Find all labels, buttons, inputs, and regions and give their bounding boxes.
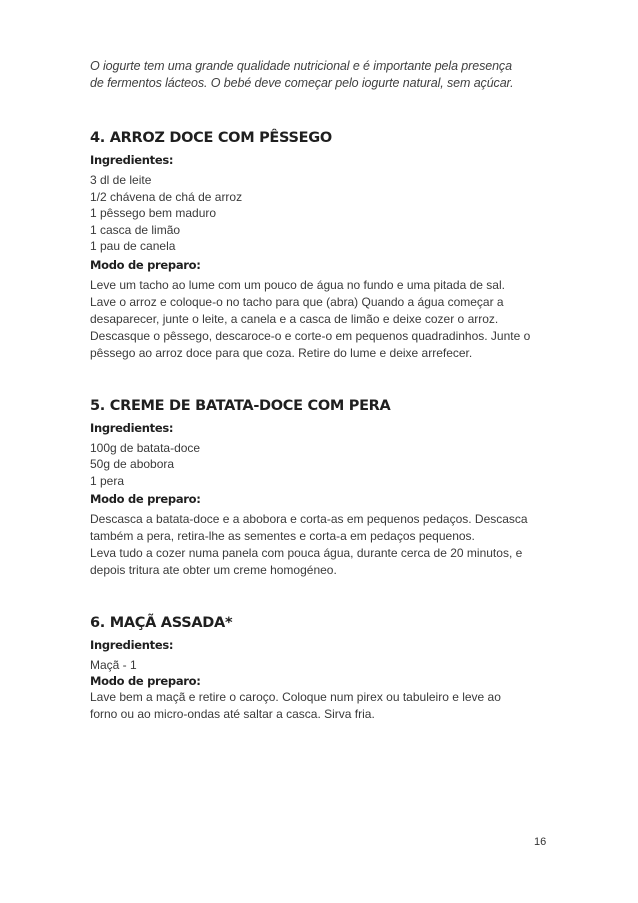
ingredients-list [90,440,550,490]
document-page [90,58,550,723]
method-line: Descasque o pêssego, descaroce-o e corte-o em pequenos quadradinhos. Junte o [90,328,531,343]
method-line: Leve um tacho ao lume com um pouco de água no fundo e uma pitada de sal. [90,277,505,292]
method-line: desaparecer, junte o leite, a canela e a casca de limão e deixe cozer o arroz. [90,311,499,326]
ingredient-item: 1/2 chávena de chá de arroz [90,189,243,204]
ingredients-heading: Ingredientes: [90,420,174,435]
ingredients-list [90,657,550,674]
method-line: Leva tudo a cozer numa panela com pouca água, durante cerca de 20 minutos, e [90,546,523,560]
ingredient-item: 50g de abobora [90,457,175,471]
method-line: depois tritura ate obter um creme homogéneo. [90,563,337,577]
ingredients-heading: Ingredientes: [90,153,174,167]
recipe-maca-assada [90,613,550,723]
method-heading: Modo de preparo: [90,673,201,688]
intro-line: O iogurte tem uma grande qualidade nutricional e é importante pela presença [90,59,512,73]
ingredient-item: 1 pera [90,473,125,488]
method-line: forno ou ao micro-ondas até saltar a casca. Sirva fria. [90,706,375,721]
intro-paragraph [90,58,550,92]
ingredient-item: Maçã - 1 [90,658,137,672]
method-line: Lave o arroz e coloque-o no tacho para que (abra) Quando a água começar a [90,294,504,309]
method-line: também a pera, retira-lhe as sementes e corta-a em pedaços pequenos. [90,529,475,543]
recipe-title: 6. MAÇÃ ASSADA* [90,615,233,631]
ingredients-heading: Ingredientes: [90,638,174,652]
intro-line: de fermentos lácteos. O bebé deve começar pelo iogurte natural, sem açúcar. [90,76,514,90]
method-line: pêssego ao arroz doce para que coza. Retire do lume e deixe arrefecer. [90,345,473,360]
ingredient-item: 1 casca de limão [90,222,181,237]
recipe-title: 5. CREME DE BATATA-DOCE COM PERA [90,397,391,414]
method-heading: Modo de preparo: [90,257,201,272]
ingredient-item: 1 pau de canela [90,239,176,253]
recipe-arroz-doce [90,128,550,362]
method-paragraph [90,511,550,579]
method-paragraph [90,277,550,362]
ingredient-item: 1 pêssego bem maduro [90,206,217,220]
ingredient-item: 100g de batata-doce [90,440,201,455]
recipe-title: 4. ARROZ DOCE COM PÊSSEGO [90,130,332,146]
method-heading: Modo de preparo: [90,492,201,506]
method-paragraph [90,689,550,723]
page-number: 16 [534,836,547,848]
recipe-creme-batata-doce [90,396,550,580]
ingredient-item: 3 dl de leite [90,173,152,187]
ingredients-list [90,172,550,255]
method-line: Lave bem a maçã e retire o caroço. Coloque num pirex ou tabuleiro e leve ao [90,689,501,704]
method-line: Descasca a batata-doce e a abobora e corta-as em pequenos pedaços. Descasca [90,512,528,526]
